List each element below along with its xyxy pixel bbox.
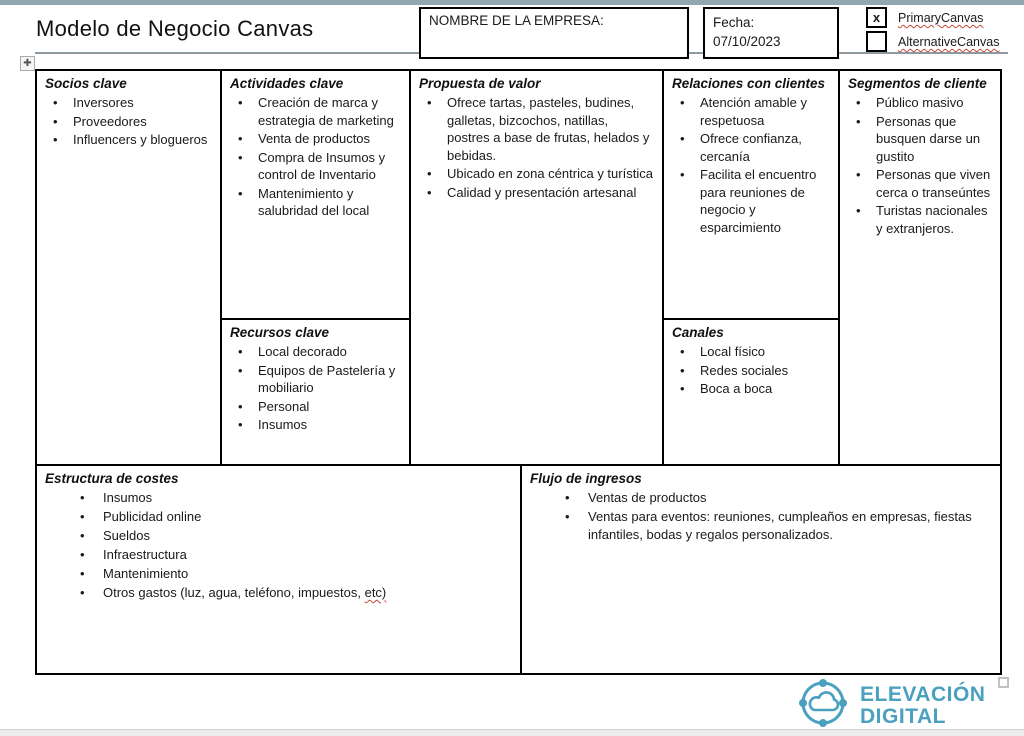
list-item: • Inversores	[45, 94, 212, 112]
date-value: 07/10/2023	[713, 34, 781, 49]
section-propuesta-de-valor	[411, 71, 664, 466]
list-item: • Venta de productos	[230, 130, 401, 148]
company-name-field[interactable]	[419, 7, 689, 59]
alternative-canvas-checkbox[interactable]	[866, 31, 887, 52]
list-item: • Personas que viven cerca o transeúntes	[848, 166, 992, 201]
page-title: Modelo de Negocio Canvas	[36, 16, 314, 41]
section-title: Socios clave	[45, 76, 127, 91]
bullet-list	[45, 489, 510, 602]
list-item: • Creación de marca y estrategia de marketing	[230, 94, 401, 129]
bullet-list	[672, 94, 830, 236]
canvas-type-checkbox-group	[866, 8, 999, 56]
list-item: • Personas que busquen darse un gustito	[848, 113, 992, 166]
list-item: • Sueldos	[45, 527, 510, 545]
section-title: Canales	[672, 325, 724, 340]
section-canales	[664, 320, 840, 466]
date-label: Fecha:	[713, 15, 755, 30]
checkbox-mark: x	[872, 10, 881, 25]
section-recursos-clave	[222, 320, 411, 466]
bullet-list	[45, 94, 212, 149]
alternative-canvas-label: AlternativeCanvas	[898, 35, 1000, 49]
list-item: • Compra de Insumos y control de Inventario	[230, 149, 401, 184]
cloud-network-icon	[796, 676, 850, 735]
list-item: • Mantenimiento	[45, 565, 510, 583]
spellcheck-flagged-text: etc)	[364, 585, 387, 600]
table-move-handle-icon[interactable]: ✚	[20, 56, 35, 71]
list-item: • Mantenimiento y salubridad del local	[230, 185, 401, 220]
bottom-row	[37, 466, 1000, 673]
list-item: • Infraestructura	[45, 546, 510, 564]
list-item: • Boca a boca	[672, 380, 830, 398]
list-item: • Publicidad online	[45, 508, 510, 526]
list-item: • Local físico	[672, 343, 830, 361]
section-title: Actividades clave	[230, 76, 344, 91]
list-item: • Turistas nacionales y extranjeros.	[848, 202, 992, 237]
alternative-canvas-row	[866, 32, 999, 51]
list-item: • Público masivo	[848, 94, 992, 112]
bullet-list	[672, 343, 830, 398]
section-actividades-clave	[222, 71, 411, 320]
section-title: Relaciones con clientes	[672, 76, 826, 91]
primary-canvas-row	[866, 8, 999, 27]
list-item: • Calidad y presentación artesanal	[419, 184, 654, 202]
list-item: • Atención amable y respetuosa	[672, 94, 830, 129]
list-item: • Ubicado en zona céntrica y turística	[419, 165, 654, 183]
section-title: Propuesta de valor	[419, 76, 541, 91]
date-field[interactable]	[703, 7, 839, 59]
section-title: Flujo de ingresos	[530, 471, 642, 486]
list-item: • Ventas para eventos: reuniones, cumpleaños en empresas, fiestas infantiles, bodas y regalos personalizados.	[530, 508, 990, 544]
list-item: • Influencers y blogueros	[45, 131, 212, 149]
bullet-list	[230, 343, 401, 434]
primary-canvas-label: PrimaryCanvas	[898, 11, 984, 25]
window-top-edge	[0, 0, 1024, 5]
table-resize-handle[interactable]	[998, 677, 1009, 688]
logo-line1: ELEVACIÓN	[860, 682, 986, 706]
section-relaciones-con-clientes	[664, 71, 840, 320]
list-item-text: Otros gastos (luz, agua, teléfono, impuestos,	[103, 585, 365, 600]
bullet-list	[848, 94, 992, 237]
list-item: • Local decorado	[230, 343, 401, 361]
elevacion-digital-logo	[796, 676, 985, 735]
list-item: • Ofrece tartas, pasteles, budines, galletas, bizcochos, natillas, postres a base de frutas, helados y bebidas.	[419, 94, 654, 164]
list-item: • Equipos de Pastelería y mobiliario	[230, 362, 401, 397]
company-name-label: NOMBRE DE LA EMPRESA:	[429, 13, 604, 28]
list-item: • Personal	[230, 398, 401, 416]
logo-line2: DIGITAL	[860, 704, 946, 728]
list-item: • Insumos	[230, 416, 401, 434]
bullet-list	[419, 94, 654, 201]
bullet-list	[530, 489, 990, 544]
list-item: • Ventas de productos	[530, 489, 990, 507]
list-item: • Ofrece confianza, cercanía	[672, 130, 830, 165]
section-title: Segmentos de cliente	[848, 76, 987, 91]
list-item: • Proveedores	[45, 113, 212, 131]
section-flujo-de-ingresos	[522, 466, 1000, 673]
logo-text	[860, 684, 985, 728]
section-estructura-de-costes	[37, 466, 522, 673]
list-item	[45, 584, 510, 602]
list-item: • Facilita el encuentro para reuniones de negocio y esparcimiento	[672, 166, 830, 236]
section-title: Recursos clave	[230, 325, 330, 340]
section-socios-clave	[37, 71, 222, 466]
bullet-list	[230, 94, 401, 220]
primary-canvas-checkbox[interactable]	[866, 7, 887, 28]
section-title: Estructura de costes	[45, 471, 179, 486]
list-item: • Insumos	[45, 489, 510, 507]
business-model-canvas-table	[35, 69, 1002, 675]
list-item: • Redes sociales	[672, 362, 830, 380]
section-segmentos-de-cliente	[840, 71, 1000, 466]
